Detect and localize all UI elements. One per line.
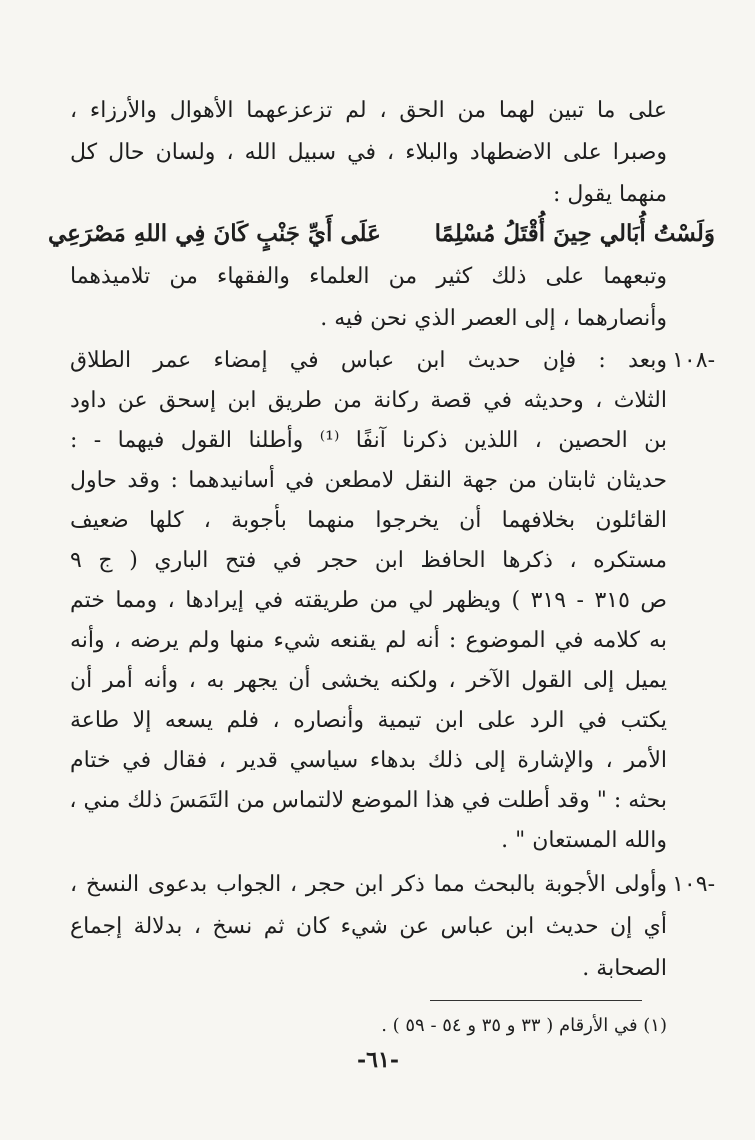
text-line: على ما تبين لهما من الحق ، لم تزعزعهما الأهوال والأرزاء ، (70, 98, 667, 123)
footnote-divider (430, 1000, 642, 1001)
text-line: وتبعهما على ذلك كثير من العلماء والفقهاء من تلاميذهما (70, 264, 667, 289)
text-line: القائلون بخلافهما أن يخرجوا منهما بأجوبة ، كلها ضعيف (70, 508, 667, 533)
text-line: وصبرا على الاضطهاد والبلاء ، في سبيل الله ، ولسان حال كل (70, 140, 667, 165)
text-line: به كلامه في الموضوع : أنه لم يقنعه شيء منها ولم يرضه ، وأنه (70, 628, 667, 653)
text-line: وبعد : فإن حديث ابن عباس في إمضاء عمر الطلاق (70, 348, 667, 373)
text-line: الثلاث ، وحديثه في قصة ركانة من طريق ابن إسحق عن داود (70, 388, 667, 413)
text-line: بن الحصين ، اللذين ذكرنا آنفًا ⁽¹⁾ وأطلنا القول فيهما - : (70, 428, 667, 453)
text-line: الأمر ، والإشارة إلى ذلك بدهاء سياسي قدير ، فقال في ختام (70, 748, 667, 773)
text-line: أي إن حديث ابن عباس عن شيء كان ثم نسخ ، بدلالة إجماع (70, 914, 667, 939)
text-line: بحثه : " وقد أطلت في هذا الموضع لالتماس من التَمَسَ ذلك مني ، (69, 788, 667, 813)
text-line: وأنصارهما ، إلى العصر الذي نحن فيه . (320, 306, 667, 331)
text-line: ص ٣١٥ - ٣١٩ ) ويظهر لي من طريقته في إيرادها ، ومما ختم (70, 588, 668, 613)
text-line: وأولى الأجوبة بالبحث مما ذكر ابن حجر ، الجواب بدعوى النسخ ، (70, 872, 667, 897)
verse-second-hemistich: عَلَى أَيِّ جَنْبٍ كَانَ فِي اللهِ مَصْرَعِي (48, 220, 381, 247)
poetry-verse (48, 218, 715, 250)
page-number: -٦١- (357, 1047, 399, 1073)
text-line: حديثان ثابتان من جهة النقل لامطعن في أسانيدهما : وقد حاول (70, 468, 667, 493)
paragraph-number-109: ١٠٩- (672, 872, 715, 897)
text-line: يميل إلى القول الآخر ، ولكنه يخشى أن يجهر به ، وأنه أمر أن (70, 668, 667, 693)
text-line: والله المستعان " . (501, 828, 667, 853)
text-line: مستكره ، ذكرها الحافظ ابن حجر في فتح الباري ( ج ٩ (70, 548, 667, 573)
text-line: الصحابة . (582, 956, 667, 981)
verse-first-hemistich: وَلَسْتُ أُبَالي حِينَ أُقْتَلُ مُسْلِمًا (434, 220, 715, 247)
text-line: يكتب في الرد على ابن تيمية وأنصاره ، فلم يسعه إلا طاعة (70, 708, 667, 733)
footnote: (١) في الأرقام ( ٣٣ و ٣٥ و ٥٤ - ٥٩ ) . (381, 1015, 667, 1036)
paragraph-number-108: ١٠٨- (672, 348, 715, 373)
text-line: منهما يقول : (553, 182, 667, 207)
